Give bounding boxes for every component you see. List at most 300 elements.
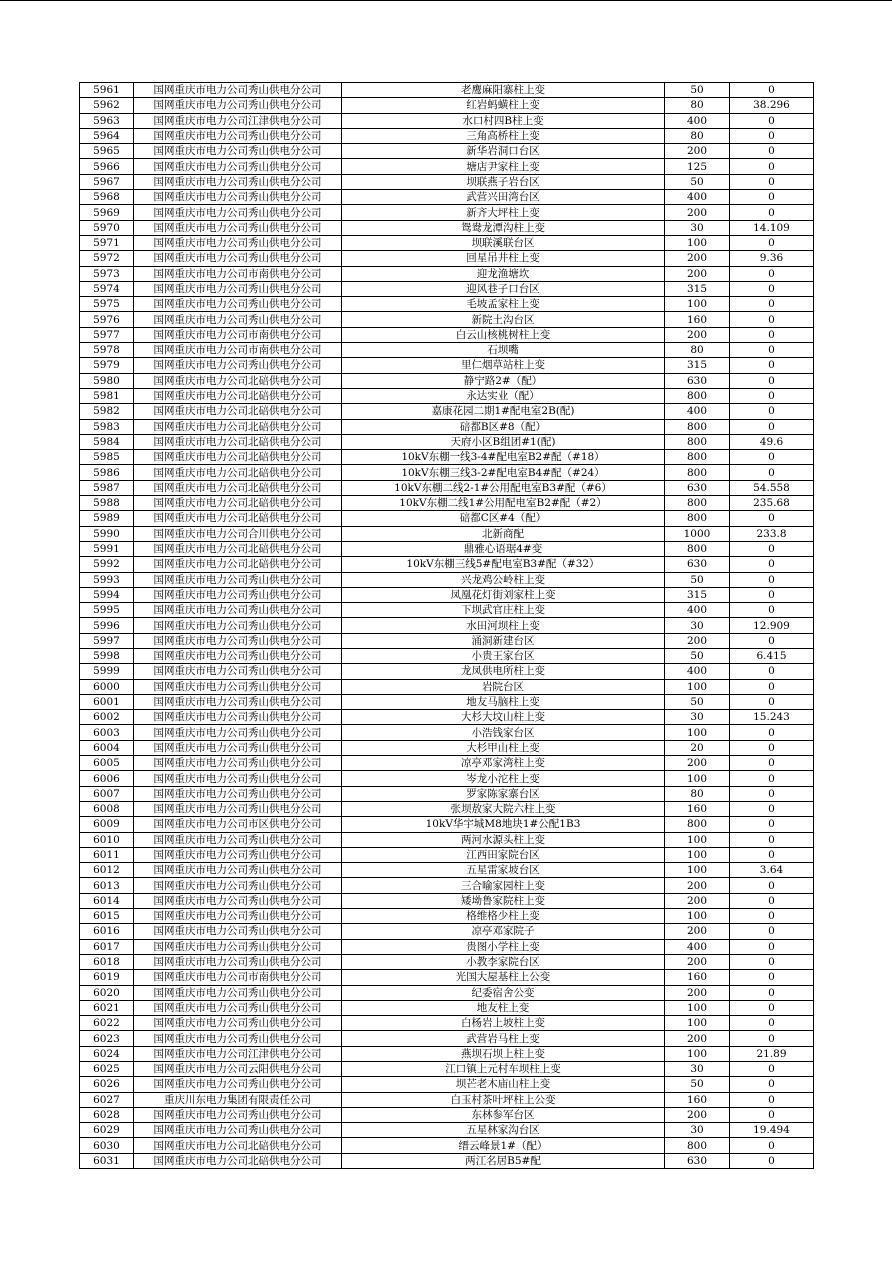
company-cell: 国网重庆市电力公司江津供电分公司 <box>134 113 342 128</box>
transformer-name-cell: 永达实业（配） <box>342 388 665 403</box>
row-index-cell: 6015 <box>80 909 134 924</box>
transformer-name-cell: 塘店尹家柱上变 <box>342 159 665 174</box>
row-index-cell: 5985 <box>80 450 134 465</box>
row-index-cell: 6007 <box>80 786 134 801</box>
capacity-cell: 630 <box>665 373 730 388</box>
value-cell: 0 <box>730 909 814 924</box>
transformer-name-cell: 东林参军台区 <box>342 1107 665 1122</box>
row-index-cell: 5994 <box>80 587 134 602</box>
company-cell: 国网重庆市电力公司合川供电分公司 <box>134 526 342 541</box>
value-cell: 0 <box>730 404 814 419</box>
row-index-cell: 5996 <box>80 618 134 633</box>
capacity-cell: 315 <box>665 281 730 296</box>
table-row <box>80 373 814 388</box>
company-cell: 国网重庆市电力公司北碚供电分公司 <box>134 1138 342 1153</box>
transformer-name-cell: 回星吊井柱上变 <box>342 251 665 266</box>
value-cell: 0 <box>730 1000 814 1015</box>
page-top-rule <box>0 0 892 1</box>
table-row <box>80 893 814 908</box>
value-cell: 0 <box>730 939 814 954</box>
table-row <box>80 83 814 98</box>
value-cell: 15.243 <box>730 710 814 725</box>
capacity-cell: 30 <box>665 710 730 725</box>
row-index-cell: 5986 <box>80 465 134 480</box>
table-row <box>80 664 814 679</box>
row-index-cell: 5968 <box>80 190 134 205</box>
value-cell: 0 <box>730 893 814 908</box>
transformer-name-cell: 天府小区B组团#1(配) <box>342 434 665 449</box>
transformer-name-cell: 下坝武官庄柱上变 <box>342 603 665 618</box>
value-cell: 19.494 <box>730 1123 814 1138</box>
row-index-cell: 5973 <box>80 266 134 281</box>
table-row <box>80 725 814 740</box>
row-index-cell: 5961 <box>80 83 134 98</box>
table-row <box>80 633 814 648</box>
value-cell: 0 <box>730 190 814 205</box>
table-row <box>80 847 814 862</box>
row-index-cell: 5998 <box>80 648 134 663</box>
company-cell: 国网重庆市电力公司秀山供电分公司 <box>134 1016 342 1031</box>
transformer-name-cell: 10kV东棚一线3-4#配电室B2#配（#18） <box>342 450 665 465</box>
table-row <box>80 113 814 128</box>
row-index-cell: 6014 <box>80 893 134 908</box>
company-cell: 国网重庆市电力公司北碚供电分公司 <box>134 388 342 403</box>
value-cell: 0 <box>730 1077 814 1092</box>
transformer-name-cell: 缙云峰景1#（配） <box>342 1138 665 1153</box>
table-row <box>80 1153 814 1168</box>
transformer-name-cell: 迎龙渔塘坎 <box>342 266 665 281</box>
row-index-cell: 6028 <box>80 1107 134 1122</box>
value-cell: 0 <box>730 450 814 465</box>
row-index-cell: 6012 <box>80 863 134 878</box>
row-index-cell: 5980 <box>80 373 134 388</box>
transformer-name-cell: 白玉村茶叶坪柱上公变 <box>342 1092 665 1107</box>
company-cell: 国网重庆市电力公司秀山供电分公司 <box>134 985 342 1000</box>
capacity-cell: 160 <box>665 312 730 327</box>
capacity-cell: 630 <box>665 557 730 572</box>
transformer-name-cell: 坝联燕子岩台区 <box>342 174 665 189</box>
value-cell: 6.415 <box>730 648 814 663</box>
table-row <box>80 159 814 174</box>
table-row <box>80 939 814 954</box>
row-index-cell: 5982 <box>80 404 134 419</box>
capacity-cell: 800 <box>665 511 730 526</box>
table-row <box>80 235 814 250</box>
transformer-name-cell: 江西田家院台区 <box>342 847 665 862</box>
transformer-name-cell: 毛坡孟家柱上变 <box>342 297 665 312</box>
capacity-cell: 50 <box>665 572 730 587</box>
value-cell: 0 <box>730 1062 814 1077</box>
value-cell: 0 <box>730 297 814 312</box>
table-row <box>80 786 814 801</box>
row-index-cell: 6030 <box>80 1138 134 1153</box>
company-cell: 国网重庆市电力公司秀山供电分公司 <box>134 1031 342 1046</box>
transformer-name-cell: 涌洞新建台区 <box>342 633 665 648</box>
value-cell: 0 <box>730 1107 814 1122</box>
table-row <box>80 496 814 511</box>
company-cell: 国网重庆市电力公司秀山供电分公司 <box>134 909 342 924</box>
value-cell: 0 <box>730 954 814 969</box>
row-index-cell: 5970 <box>80 220 134 235</box>
transformer-name-cell: 五星雷家坡台区 <box>342 863 665 878</box>
company-cell: 国网重庆市电力公司秀山供电分公司 <box>134 771 342 786</box>
value-cell: 0 <box>730 358 814 373</box>
value-cell: 0 <box>730 786 814 801</box>
row-index-cell: 6013 <box>80 878 134 893</box>
table-row <box>80 832 814 847</box>
table-row <box>80 970 814 985</box>
transformer-name-cell: 小贵王家台区 <box>342 648 665 663</box>
row-index-cell: 5965 <box>80 144 134 159</box>
company-cell: 国网重庆市电力公司秀山供电分公司 <box>134 1000 342 1015</box>
value-cell: 54.558 <box>730 480 814 495</box>
value-cell: 235.68 <box>730 496 814 511</box>
transformer-name-cell: 凉亭邓家院子 <box>342 924 665 939</box>
company-cell: 国网重庆市电力公司秀山供电分公司 <box>134 281 342 296</box>
transformer-name-cell: 两江名居B5#配 <box>342 1153 665 1168</box>
value-cell: 0 <box>730 83 814 98</box>
transformer-name-cell: 碚都B区#8（配） <box>342 419 665 434</box>
capacity-cell: 20 <box>665 740 730 755</box>
row-index-cell: 6025 <box>80 1062 134 1077</box>
capacity-cell: 1000 <box>665 526 730 541</box>
company-cell: 国网重庆市电力公司江津供电分公司 <box>134 1046 342 1061</box>
capacity-cell: 630 <box>665 1153 730 1168</box>
row-index-cell: 5978 <box>80 343 134 358</box>
capacity-cell: 30 <box>665 1123 730 1138</box>
company-cell: 国网重庆市电力公司秀山供电分公司 <box>134 786 342 801</box>
company-cell: 国网重庆市电力公司秀山供电分公司 <box>134 954 342 969</box>
transformer-name-cell: 老鹰麻阳寨柱上变 <box>342 83 665 98</box>
table-row <box>80 388 814 403</box>
transformer-name-cell: 大杉大坟山柱上变 <box>342 710 665 725</box>
row-index-cell: 6001 <box>80 694 134 709</box>
capacity-cell: 200 <box>665 1107 730 1122</box>
table-row <box>80 740 814 755</box>
table-row <box>80 404 814 419</box>
value-cell: 9.36 <box>730 251 814 266</box>
table-row <box>80 618 814 633</box>
transformer-name-cell: 大杉甲山柱上变 <box>342 740 665 755</box>
transformer-name-cell: 武营岩马柱上变 <box>342 1031 665 1046</box>
company-cell: 国网重庆市电力公司秀山供电分公司 <box>134 847 342 862</box>
company-cell: 国网重庆市电力公司北碚供电分公司 <box>134 1153 342 1168</box>
capacity-cell: 160 <box>665 1092 730 1107</box>
table-row <box>80 954 814 969</box>
value-cell: 0 <box>730 679 814 694</box>
value-cell: 0 <box>730 1153 814 1168</box>
value-cell: 21.89 <box>730 1046 814 1061</box>
value-cell: 0 <box>730 970 814 985</box>
company-cell: 国网重庆市电力公司北碚供电分公司 <box>134 404 342 419</box>
table-row <box>80 526 814 541</box>
table-row <box>80 572 814 587</box>
company-cell: 国网重庆市电力公司北碚供电分公司 <box>134 557 342 572</box>
table-row <box>80 343 814 358</box>
table-row <box>80 190 814 205</box>
table-row <box>80 1092 814 1107</box>
table-row <box>80 419 814 434</box>
transformer-name-cell: 纪委宿舍公变 <box>342 985 665 1000</box>
transformer-name-cell: 罗家陈家寨台区 <box>342 786 665 801</box>
capacity-cell: 200 <box>665 251 730 266</box>
company-cell: 国网重庆市电力公司秀山供电分公司 <box>134 98 342 113</box>
transformer-name-cell: 10kV华宇城M8地块1#公配1B3 <box>342 817 665 832</box>
company-cell: 国网重庆市电力公司秀山供电分公司 <box>134 128 342 143</box>
transformer-name-cell: 10kV东棚三线3-2#配电室B4#配（#24） <box>342 465 665 480</box>
company-cell: 国网重庆市电力公司秀山供电分公司 <box>134 878 342 893</box>
company-cell: 国网重庆市电力公司市南供电分公司 <box>134 327 342 342</box>
table-row <box>80 878 814 893</box>
transformer-name-cell: 张坝敖家大院六柱上变 <box>342 801 665 816</box>
row-index-cell: 6016 <box>80 924 134 939</box>
transformer-name-cell: 10kV东棚二线2-1#公用配电室B3#配（#6） <box>342 480 665 495</box>
capacity-cell: 30 <box>665 220 730 235</box>
capacity-cell: 200 <box>665 266 730 281</box>
company-cell: 国网重庆市电力公司北碚供电分公司 <box>134 450 342 465</box>
capacity-cell: 100 <box>665 771 730 786</box>
company-cell: 国网重庆市电力公司秀山供电分公司 <box>134 235 342 250</box>
row-index-cell: 6022 <box>80 1016 134 1031</box>
capacity-cell: 100 <box>665 1016 730 1031</box>
capacity-cell: 200 <box>665 1031 730 1046</box>
table-row <box>80 648 814 663</box>
capacity-cell: 200 <box>665 327 730 342</box>
capacity-cell: 800 <box>665 1138 730 1153</box>
company-cell: 国网重庆市电力公司秀山供电分公司 <box>134 1077 342 1092</box>
capacity-cell: 315 <box>665 358 730 373</box>
capacity-cell: 50 <box>665 174 730 189</box>
company-cell: 国网重庆市电力公司市南供电分公司 <box>134 266 342 281</box>
row-index-cell: 5989 <box>80 511 134 526</box>
capacity-cell: 160 <box>665 801 730 816</box>
transformer-name-cell: 小浩钱家台区 <box>342 725 665 740</box>
table-row <box>80 98 814 113</box>
capacity-cell: 800 <box>665 541 730 556</box>
row-index-cell: 6020 <box>80 985 134 1000</box>
row-index-cell: 5992 <box>80 557 134 572</box>
capacity-cell: 200 <box>665 633 730 648</box>
table-row <box>80 985 814 1000</box>
company-cell: 国网重庆市电力公司市区供电分公司 <box>134 817 342 832</box>
company-cell: 国网重庆市电力公司秀山供电分公司 <box>134 297 342 312</box>
value-cell: 0 <box>730 664 814 679</box>
transformer-name-cell: 新华岩洞口台区 <box>342 144 665 159</box>
capacity-cell: 400 <box>665 404 730 419</box>
row-index-cell: 5976 <box>80 312 134 327</box>
capacity-cell: 800 <box>665 496 730 511</box>
company-cell: 国网重庆市电力公司北碚供电分公司 <box>134 496 342 511</box>
company-cell: 国网重庆市电力公司秀山供电分公司 <box>134 83 342 98</box>
table-row <box>80 144 814 159</box>
capacity-cell: 100 <box>665 297 730 312</box>
capacity-cell: 100 <box>665 1046 730 1061</box>
value-cell: 0 <box>730 1016 814 1031</box>
row-index-cell: 5979 <box>80 358 134 373</box>
table-row <box>80 281 814 296</box>
company-cell: 国网重庆市电力公司秀山供电分公司 <box>134 312 342 327</box>
table-row <box>80 557 814 572</box>
company-cell: 国网重庆市电力公司秀山供电分公司 <box>134 205 342 220</box>
value-cell: 0 <box>730 603 814 618</box>
company-cell: 国网重庆市电力公司北碚供电分公司 <box>134 541 342 556</box>
capacity-cell: 100 <box>665 1000 730 1015</box>
value-cell: 0 <box>730 557 814 572</box>
row-index-cell: 5991 <box>80 541 134 556</box>
row-index-cell: 6011 <box>80 847 134 862</box>
company-cell: 国网重庆市电力公司秀山供电分公司 <box>134 664 342 679</box>
transformer-name-cell: 10kV东棚三线5#配电室B3#配（#32） <box>342 557 665 572</box>
value-cell: 233.8 <box>730 526 814 541</box>
capacity-cell: 800 <box>665 434 730 449</box>
table-row <box>80 710 814 725</box>
company-cell: 国网重庆市电力公司秀山供电分公司 <box>134 694 342 709</box>
capacity-cell: 200 <box>665 893 730 908</box>
row-index-cell: 5990 <box>80 526 134 541</box>
capacity-cell: 100 <box>665 832 730 847</box>
row-index-cell: 6003 <box>80 725 134 740</box>
company-cell: 国网重庆市电力公司秀山供电分公司 <box>134 1107 342 1122</box>
transformer-name-cell: 龙凤供电所柱上变 <box>342 664 665 679</box>
value-cell: 0 <box>730 725 814 740</box>
capacity-cell: 400 <box>665 939 730 954</box>
value-cell: 0 <box>730 572 814 587</box>
row-index-cell: 6021 <box>80 1000 134 1015</box>
capacity-cell: 200 <box>665 954 730 969</box>
transformer-name-cell: 小教李家院台区 <box>342 954 665 969</box>
table-row <box>80 450 814 465</box>
table-row <box>80 603 814 618</box>
company-cell: 国网重庆市电力公司秀山供电分公司 <box>134 174 342 189</box>
row-index-cell: 5993 <box>80 572 134 587</box>
company-cell: 国网重庆市电力公司秀山供电分公司 <box>134 618 342 633</box>
transformer-name-cell: 兴龙鸡公岭柱上变 <box>342 572 665 587</box>
capacity-cell: 80 <box>665 128 730 143</box>
transformer-name-cell: 地友马脑柱上变 <box>342 694 665 709</box>
capacity-cell: 630 <box>665 480 730 495</box>
value-cell: 0 <box>730 847 814 862</box>
capacity-cell: 50 <box>665 1077 730 1092</box>
company-cell: 国网重庆市电力公司秀山供电分公司 <box>134 220 342 235</box>
company-cell: 重庆川东电力集团有限责任公司 <box>134 1092 342 1107</box>
capacity-cell: 50 <box>665 648 730 663</box>
value-cell: 0 <box>730 878 814 893</box>
value-cell: 0 <box>730 327 814 342</box>
row-index-cell: 5984 <box>80 434 134 449</box>
transformer-name-cell: 新齐大坪柱上变 <box>342 205 665 220</box>
row-index-cell: 5971 <box>80 235 134 250</box>
company-cell: 国网重庆市电力公司秀山供电分公司 <box>134 633 342 648</box>
value-cell: 0 <box>730 511 814 526</box>
transformer-name-cell: 五星林家沟台区 <box>342 1123 665 1138</box>
capacity-cell: 50 <box>665 83 730 98</box>
table-row <box>80 801 814 816</box>
value-cell: 0 <box>730 832 814 847</box>
row-index-cell: 6000 <box>80 679 134 694</box>
table-row <box>80 771 814 786</box>
row-index-cell: 6004 <box>80 740 134 755</box>
value-cell: 0 <box>730 985 814 1000</box>
capacity-cell: 50 <box>665 694 730 709</box>
table-row <box>80 327 814 342</box>
table-row <box>80 1062 814 1077</box>
value-cell: 49.6 <box>730 434 814 449</box>
table-row <box>80 909 814 924</box>
table-row <box>80 434 814 449</box>
table-row <box>80 1000 814 1015</box>
transformer-table <box>79 82 814 1169</box>
table-row <box>80 1031 814 1046</box>
company-cell: 国网重庆市电力公司市南供电分公司 <box>134 970 342 985</box>
table-row <box>80 924 814 939</box>
capacity-cell: 125 <box>665 159 730 174</box>
company-cell: 国网重庆市电力公司秀山供电分公司 <box>134 679 342 694</box>
transformer-name-cell: 岩院台区 <box>342 679 665 694</box>
transformer-name-cell: 红岩蚂蟥柱上变 <box>342 98 665 113</box>
capacity-cell: 100 <box>665 679 730 694</box>
company-cell: 国网重庆市电力公司秀山供电分公司 <box>134 159 342 174</box>
capacity-cell: 315 <box>665 587 730 602</box>
capacity-cell: 200 <box>665 878 730 893</box>
company-cell: 国网重庆市电力公司秀山供电分公司 <box>134 603 342 618</box>
table-row <box>80 817 814 832</box>
row-index-cell: 5967 <box>80 174 134 189</box>
row-index-cell: 5999 <box>80 664 134 679</box>
table-row <box>80 480 814 495</box>
company-cell: 国网重庆市电力公司北碚供电分公司 <box>134 419 342 434</box>
capacity-cell: 400 <box>665 113 730 128</box>
capacity-cell: 800 <box>665 465 730 480</box>
value-cell: 0 <box>730 465 814 480</box>
transformer-name-cell: 三合喻家园柱上变 <box>342 878 665 893</box>
value-cell: 0 <box>730 205 814 220</box>
transformer-name-cell: 白杨岩上坡柱上变 <box>342 1016 665 1031</box>
company-cell: 国网重庆市电力公司秀山供电分公司 <box>134 587 342 602</box>
row-index-cell: 6024 <box>80 1046 134 1061</box>
capacity-cell: 100 <box>665 725 730 740</box>
row-index-cell: 6031 <box>80 1153 134 1168</box>
company-cell: 国网重庆市电力公司秀山供电分公司 <box>134 924 342 939</box>
capacity-cell: 200 <box>665 985 730 1000</box>
row-index-cell: 5964 <box>80 128 134 143</box>
capacity-cell: 400 <box>665 664 730 679</box>
table-row <box>80 694 814 709</box>
table-row <box>80 1138 814 1153</box>
transformer-name-cell: 静宁路2#（配） <box>342 373 665 388</box>
capacity-cell: 100 <box>665 863 730 878</box>
transformer-name-cell: 两河水源头柱上变 <box>342 832 665 847</box>
value-cell: 0 <box>730 756 814 771</box>
company-cell: 国网重庆市电力公司秀山供电分公司 <box>134 251 342 266</box>
row-index-cell: 5974 <box>80 281 134 296</box>
value-cell: 0 <box>730 541 814 556</box>
value-cell: 0 <box>730 771 814 786</box>
transformer-table-body <box>80 83 814 1169</box>
row-index-cell: 6017 <box>80 939 134 954</box>
transformer-name-cell: 武营兴田湾台区 <box>342 190 665 205</box>
transformer-name-cell: 新院土沟台区 <box>342 312 665 327</box>
transformer-name-cell: 凤凰花灯街刘家柱上变 <box>342 587 665 602</box>
table-row <box>80 266 814 281</box>
row-index-cell: 5995 <box>80 603 134 618</box>
value-cell: 0 <box>730 128 814 143</box>
value-cell: 3.64 <box>730 863 814 878</box>
row-index-cell: 5981 <box>80 388 134 403</box>
value-cell: 0 <box>730 144 814 159</box>
transformer-name-cell: 燕坝石坝上柱上变 <box>342 1046 665 1061</box>
row-index-cell: 5983 <box>80 419 134 434</box>
table-row <box>80 1046 814 1061</box>
